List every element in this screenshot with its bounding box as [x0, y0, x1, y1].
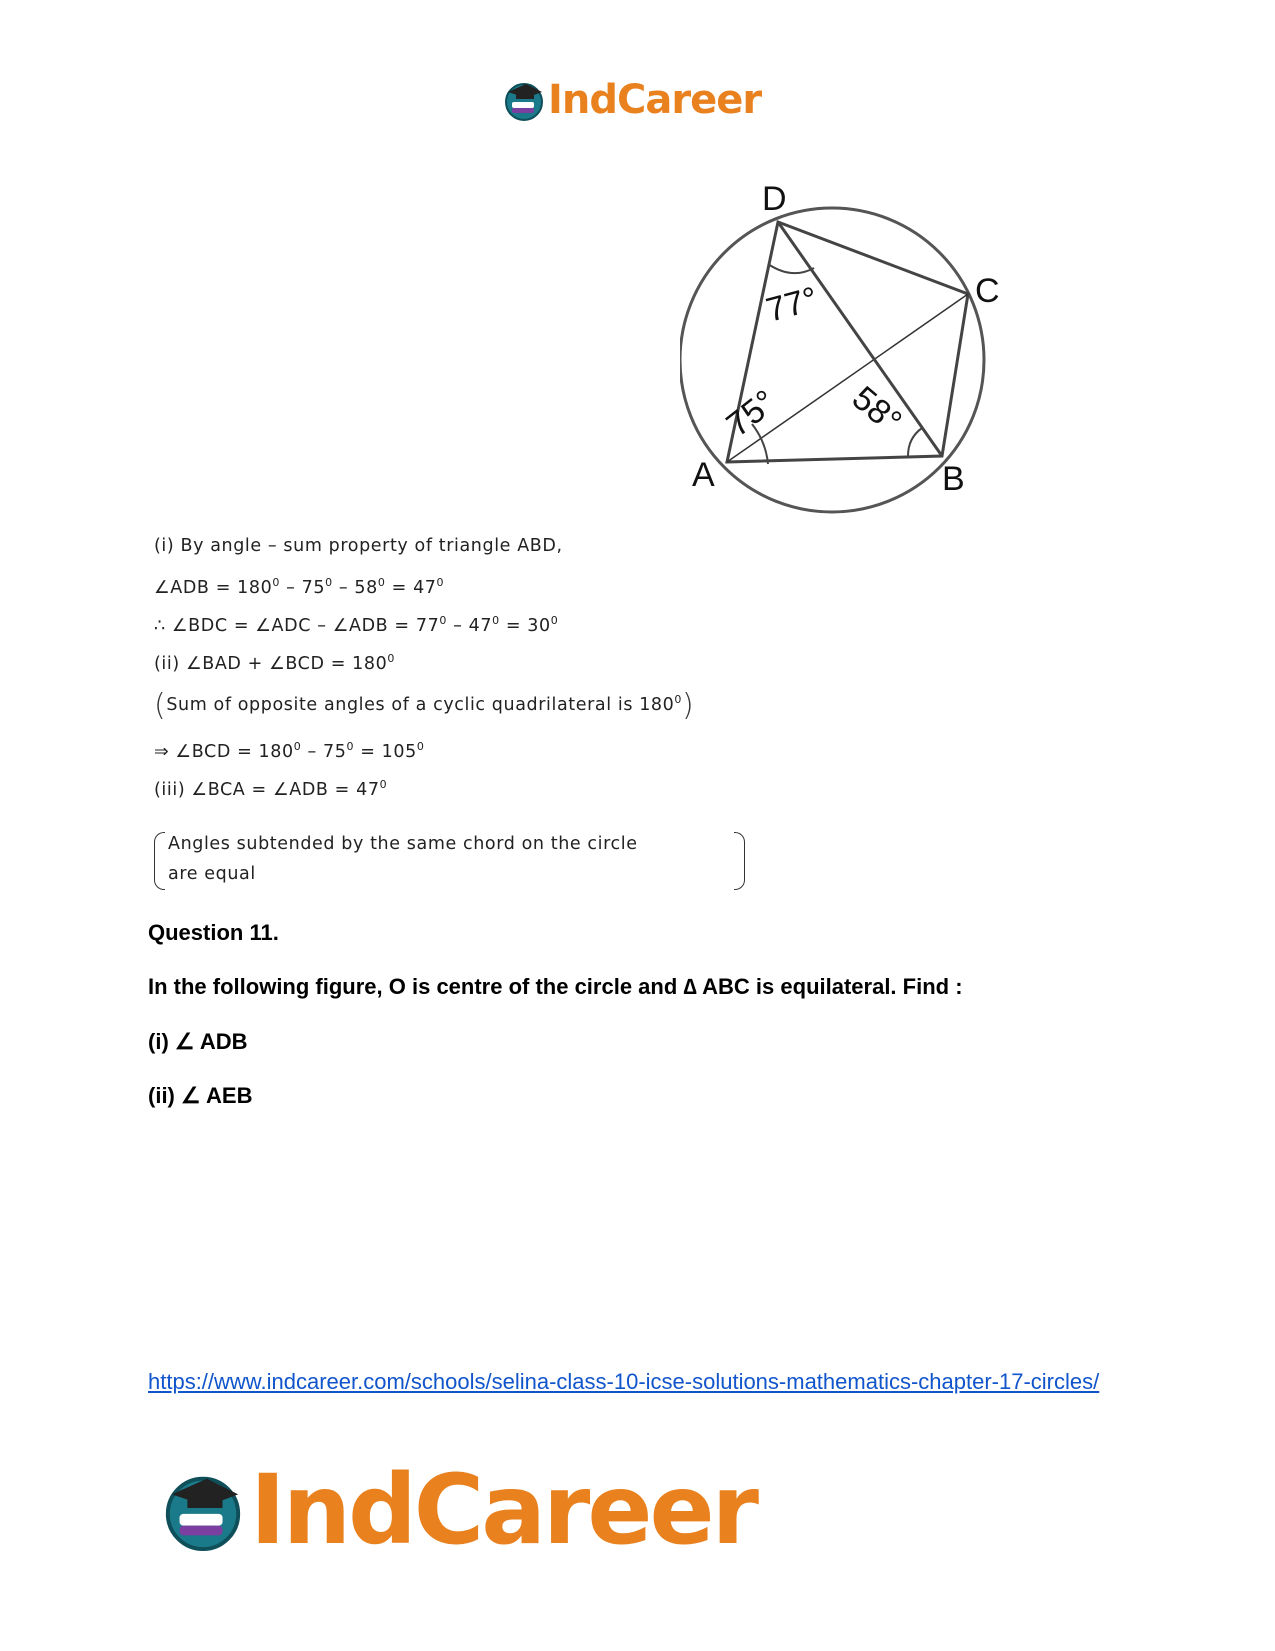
solution-line-3: ∴ ∠BDC = ∠ADC – ∠ADB = $77^0 - 47^0 = 30^0$	[154, 614, 559, 636]
solution-line-2: ∠ADB = $180^0 - 75^0 - 58^0 = 47^0$	[154, 576, 445, 598]
graduation-cap-globe-icon	[160, 1467, 246, 1553]
question-part-1: (i) ∠ ADB	[148, 1029, 248, 1054]
solution-line-7: (iii) ∠BCA = ∠ADB = $47^0$	[154, 778, 388, 800]
point-d-label: D	[762, 180, 787, 218]
footer-logo-text: IndCareer	[250, 1454, 756, 1566]
angle-77-label: 77°	[762, 279, 822, 330]
footer-logo[interactable]	[160, 1454, 756, 1566]
source-url-link[interactable]: https://www.indcareer.com/schools/selina-class-10-icse-solutions-mathematics-chapter-17-circles/	[148, 1369, 1100, 1394]
diagonal-bd	[778, 222, 942, 456]
point-c-label: C	[975, 272, 1000, 310]
circle	[680, 208, 984, 512]
solution-line-6: ⇒ ∠BCD = $180^0 - 75^0 = 105^0$	[154, 740, 425, 762]
graduation-cap-globe-icon	[502, 78, 546, 122]
cyclic-quadrilateral-figure	[680, 180, 1010, 520]
point-b-label: B	[942, 460, 965, 498]
angle-58-label: 58°	[844, 379, 909, 442]
angle-75-label: 75°	[719, 382, 784, 445]
point-a-label: A	[692, 456, 715, 494]
solution-note-1: (Sum of opposite angles of a cyclic quadrilateral is $180^0$)	[154, 688, 695, 723]
angle-arc-b	[908, 428, 922, 456]
question-text: In the following figure, O is centre of the circle and ∆ ABC is equilateral. Find :	[148, 974, 963, 999]
solution-line-1: (i) By angle – sum property of triangle ABD,	[154, 536, 563, 556]
right-paren	[734, 832, 745, 890]
header-logo[interactable]	[502, 78, 761, 122]
header-logo-text: IndCareer	[548, 77, 762, 123]
solution-line-4: (ii) ∠BAD + ∠BCD = $180^0$	[154, 652, 395, 674]
question-title: Question 11.	[148, 920, 279, 945]
left-paren	[154, 832, 165, 890]
question-part-2: (ii) ∠ AEB	[148, 1083, 253, 1108]
